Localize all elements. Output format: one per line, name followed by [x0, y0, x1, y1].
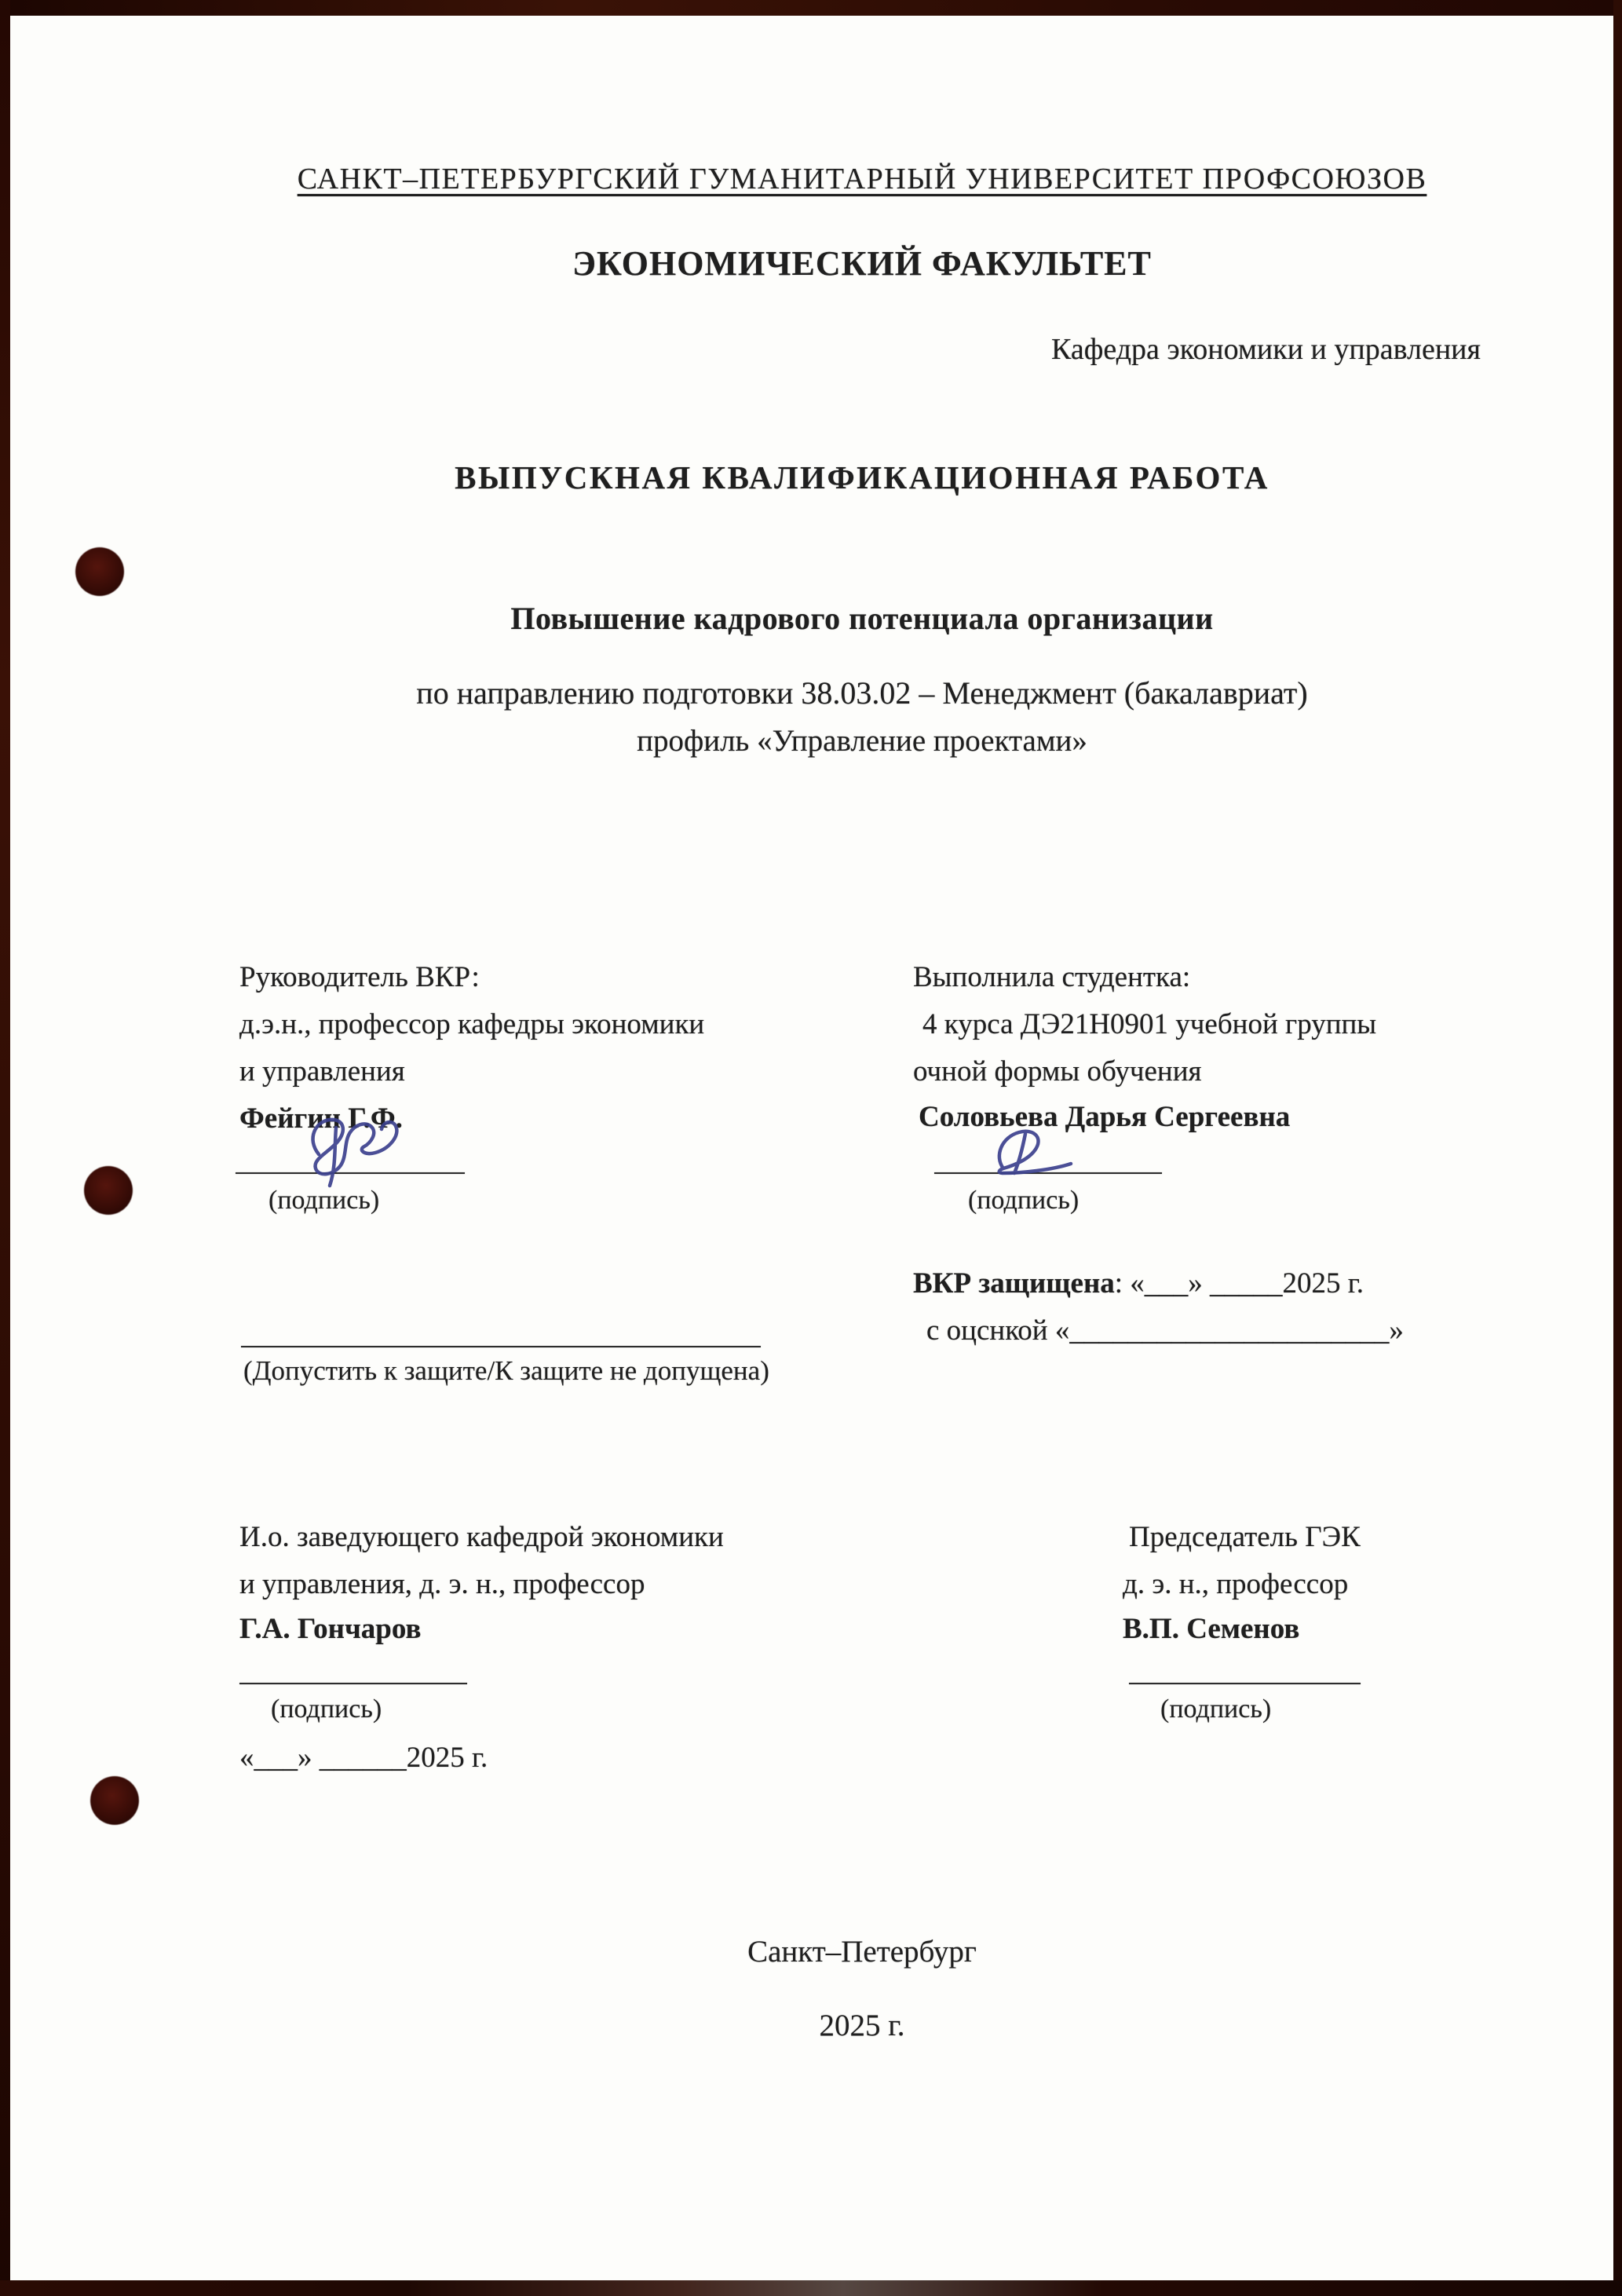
supervisor-degree-line1: д.э.н., профессор кафедры экономики: [239, 1008, 705, 1040]
student-signature-ink: [980, 1124, 1098, 1181]
dept-head-name: Г.А. Гончаров: [239, 1613, 422, 1645]
defense-date-blank: : «___» _____2025 г.: [1114, 1267, 1364, 1300]
supervisor-name: Фейгин Г.Ф.: [239, 1102, 403, 1135]
admission-signature-line: [241, 1346, 761, 1347]
dept-head-position-line2: и управления, д. э. н., профессор: [239, 1568, 645, 1600]
gek-chair-signature-line: [1129, 1683, 1361, 1684]
scan-edge-top: [0, 0, 1622, 16]
work-type-heading: ВЫПУСКНАЯ КВАЛИФИКАЦИОННАЯ РАБОТА: [455, 459, 1269, 495]
thesis-title: Повышение кадрового потенциала организации: [510, 601, 1214, 636]
university-name: САНКТ–ПЕТЕРБУРГСКИЙ ГУМАНИТАРНЫЙ УНИВЕРСИТЕТ ПРОФСОЮЗОВ: [297, 163, 1427, 196]
gek-chair-position-line1: Председатель ГЭК: [1129, 1521, 1361, 1553]
footer-city: Санкт–Петербург: [747, 1935, 977, 1969]
defense-grade-line: с оцснкой «______________________»: [926, 1314, 1404, 1347]
footer-year: 2025 г.: [819, 2009, 905, 2042]
student-role: Выполнила студентка:: [913, 961, 1191, 993]
hole-punch-middle: [84, 1166, 133, 1215]
defense-date-line: [913, 1266, 1364, 1302]
student-signature-caption: (подпись): [968, 1186, 1080, 1215]
student-name: Соловьева Дарья Сергеевна: [919, 1101, 1291, 1133]
student-group-line1: 4 курса ДЭ21Н0901 учебной группы: [922, 1008, 1377, 1040]
dept-head-signature-caption: (подпись): [271, 1695, 382, 1724]
scan-edge-left: [0, 0, 10, 2296]
gek-chair-name: В.П. Семенов: [1123, 1613, 1300, 1645]
dept-head-date-blank: «___» ______2025 г.: [239, 1742, 488, 1774]
dept-head-signature-line: [239, 1683, 467, 1684]
supervisor-signature-ink: [289, 1101, 434, 1189]
department-name: Кафедра экономики и управления: [1051, 333, 1481, 366]
program-line: по направлению подготовки 38.03.02 – Менеджмент (бакалавриат): [416, 675, 1308, 711]
supervisor-role: Руководитель ВКР:: [239, 961, 480, 993]
supervisor-degree-line2: и управления: [239, 1055, 405, 1088]
profile-line: профиль «Управление проектами»: [637, 724, 1087, 758]
faculty-name: ЭКОНОМИЧЕСКИЙ ФАКУЛЬТЕТ: [572, 244, 1152, 283]
scan-edge-bottom: [0, 2280, 1622, 2296]
gek-chair-position-line2: д. э. н., профессор: [1123, 1568, 1349, 1600]
scan-edge-right: [1613, 0, 1622, 2296]
hole-punch-top: [75, 547, 124, 596]
defense-label: ВКР защищена: [913, 1267, 1115, 1300]
supervisor-signature-caption: (подпись): [269, 1186, 380, 1215]
gek-chair-signature-caption: (подпись): [1160, 1695, 1272, 1724]
hole-punch-bottom: [90, 1776, 139, 1825]
admission-caption: (Допустить к защите/К защите не допущена): [243, 1355, 769, 1386]
student-group-line2: очной формы обучения: [913, 1055, 1202, 1088]
dept-head-position-line1: И.о. заведующего кафедрой экономики: [239, 1521, 724, 1553]
